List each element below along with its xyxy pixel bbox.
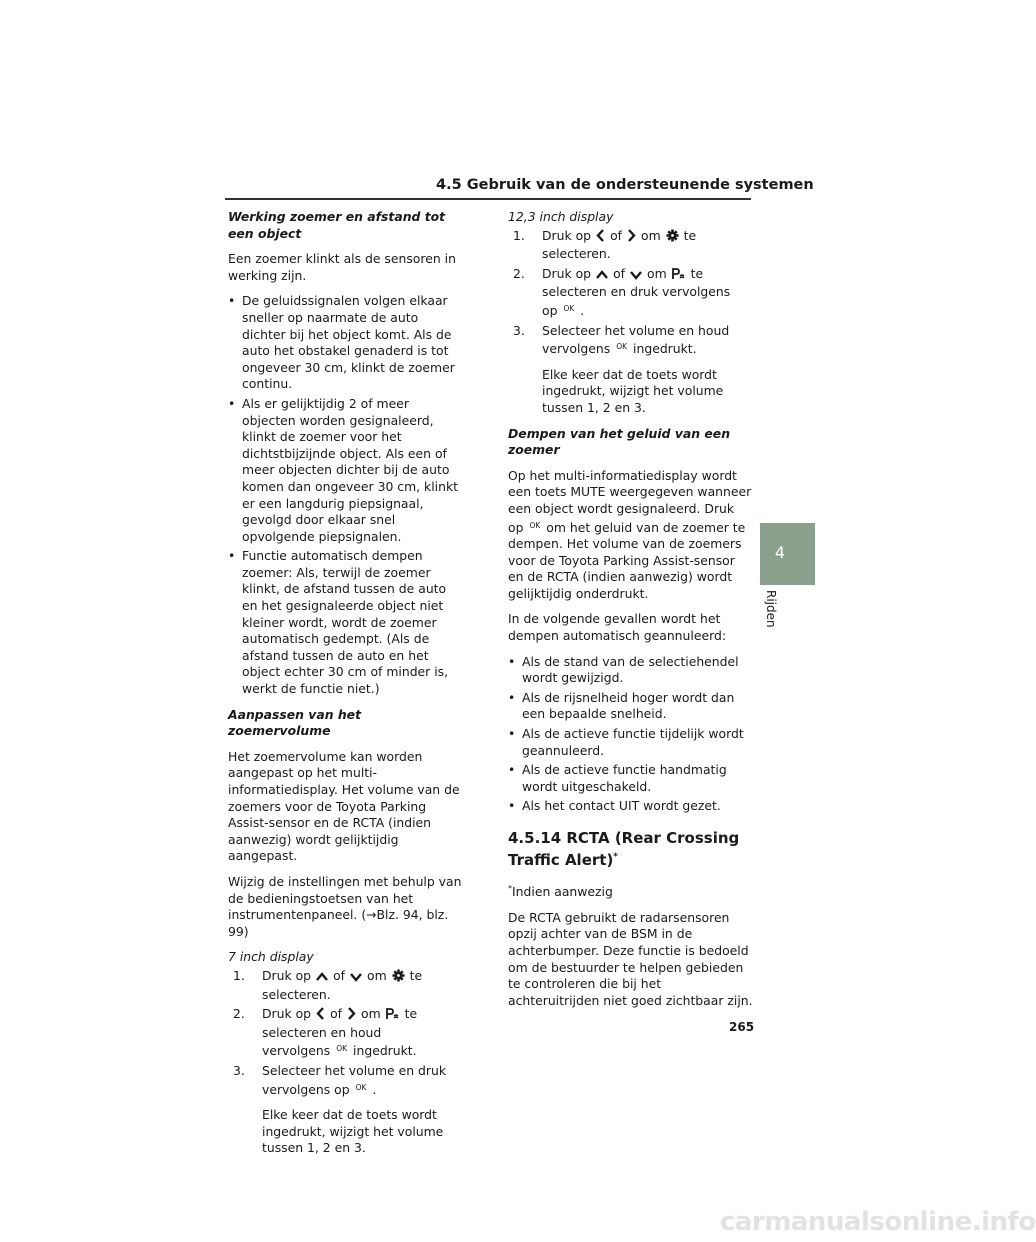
- bullet-glyph: •: [508, 726, 516, 742]
- step-text: om: [361, 1006, 381, 1022]
- bullet-list: [228, 293, 464, 697]
- list-item: [508, 654, 754, 687]
- chevron-left-icon: [596, 229, 605, 247]
- step-note: Elke keer dat de toets wordt ingedrukt, wijzigt het volume tussen 1, 2 en 3.: [262, 1107, 444, 1156]
- list-item-text: Als de actieve functie handmatig wordt uitgeschakeld.: [522, 762, 727, 794]
- heading-adjust-volume: Aanpassen van het zoemervolume: [228, 706, 362, 739]
- parking-sensor-icon: [672, 268, 686, 285]
- step-item: [508, 228, 754, 263]
- footnote: [508, 881, 754, 901]
- step-item: [508, 323, 754, 358]
- step-number: 1.: [233, 967, 245, 983]
- step-text: Druk op: [262, 967, 312, 983]
- step-text: om: [641, 227, 661, 243]
- step-item: [228, 968, 464, 1003]
- step-number: 3.: [513, 322, 525, 338]
- left-column: [228, 209, 464, 1166]
- bullet-glyph: •: [228, 395, 236, 411]
- paragraph: In de volgende gevallen wordt het dempen automatisch geannuleerd:: [508, 611, 726, 644]
- paragraph: De RCTA gebruikt de radarsensoren opzij achter van de BSM in de achterbumper. Deze functie is bedoeld om de bestuurder te helpen gebieden te controleren die bij het achteruitrijden niet goed zichtbaar zijn.: [508, 909, 753, 1008]
- bullet-glyph: •: [508, 653, 516, 669]
- step-text: ingedrukt.: [633, 341, 697, 357]
- chevron-up-icon: [316, 970, 328, 987]
- chevron-left-icon: [316, 1007, 325, 1025]
- steps-list: [508, 228, 754, 358]
- bullet-glyph: •: [508, 798, 516, 814]
- step-note: Elke keer dat de toets wordt ingedrukt, wijzigt het volume tussen 1, 2 en 3.: [542, 366, 724, 415]
- bullet-glyph: •: [228, 548, 236, 564]
- step-text: te selecteren.: [542, 227, 697, 262]
- chevron-up-icon: [596, 268, 608, 285]
- step-item: [508, 266, 754, 320]
- step-number: 1.: [513, 227, 525, 243]
- paragraph-text: Op het multi-informatiedisplay wordt een toets MUTE weergegeven wanneer een object wordt gesignaleerd. Druk op: [508, 467, 752, 535]
- list-item-text: Functie automatisch dempen zoemer: Als, terwijl de zoemer klinkt, de afstand tussen de auto en het gesignaleerde object niet kleiner wordt, wordt de zoemer automatisch gedempt. (Als de afstand tussen de auto en het object echter 30 cm of minder is, werkt de functie niet.): [242, 548, 449, 697]
- list-item-text: Als het contact UIT wordt gezet.: [522, 798, 721, 814]
- list-item: [508, 690, 754, 723]
- step-item: [228, 1006, 464, 1060]
- step-text: Selecteer het volume en druk vervolgens op: [262, 1062, 447, 1097]
- display-label: 12,3 inch display: [508, 209, 614, 224]
- step-text: te selecteren.: [262, 967, 423, 1002]
- list-item-text: Als de actieve functie tijdelijk wordt geannuleerd.: [522, 726, 744, 758]
- paragraph-text: om het geluid van de zoemer te dempen. Het volume van de zoemers voor de Toyota Parking Assist-sensor en de RCTA (indien aanwezig) wordt gelijktijdig onderdrukt.: [508, 519, 746, 601]
- footnote-text: Indien aanwezig: [512, 884, 613, 900]
- chevron-right-icon: [627, 229, 636, 247]
- bullet-glyph: •: [228, 293, 236, 309]
- chapter-label: Rijden: [764, 590, 778, 628]
- ok-icon: OK: [563, 303, 575, 313]
- footnote-mark: *: [508, 884, 512, 893]
- list-item-text: Als de stand van de selectiehendel wordt gewijzigd.: [522, 653, 739, 686]
- list-item: [228, 293, 464, 393]
- step-text: of: [613, 265, 626, 281]
- step-text: ingedrukt.: [353, 1043, 417, 1059]
- bullet-glyph: •: [508, 762, 516, 778]
- paragraph: Een zoemer klinkt als de sensoren in werking zijn.: [228, 251, 456, 283]
- parking-sensor-icon: [386, 1008, 400, 1025]
- chevron-down-icon: [630, 268, 642, 285]
- section-title-mark: *: [613, 852, 619, 862]
- bullet-list: [508, 654, 754, 815]
- list-item-text: Als er gelijktijdig 2 of meer objecten worden gesignaleerd, klinkt de zoemer voor het dichtstbijzijnde object. Als een of meer objecten dichter bij de auto komen dan ongeveer 30 cm, klinkt er een langdurig piepsignaal, gevolgd door elkaar snel opvolgende piepsignalen.: [242, 395, 458, 544]
- step-text: om: [647, 265, 667, 281]
- step-text: om: [367, 967, 387, 983]
- paragraph: [508, 468, 754, 603]
- display-label: 7 inch display: [228, 949, 314, 965]
- right-column: [508, 209, 754, 1018]
- ok-icon: OK: [336, 1044, 348, 1054]
- ok-icon: OK: [355, 1082, 367, 1092]
- list-item: [228, 548, 464, 697]
- steps-list: [228, 968, 464, 1098]
- chapter-tab: [760, 523, 815, 585]
- step-text: of: [330, 1006, 343, 1022]
- chapter-number: 4: [774, 543, 786, 562]
- list-item-text: Als de rijsnelheid hoger wordt dan een bepaalde snelheid.: [522, 689, 735, 722]
- header-divider: [225, 198, 751, 200]
- watermark: carmanualsonline.info: [720, 1207, 1036, 1237]
- paragraph: Het zoemervolume kan worden aangepast op het multi-informatiedisplay. Het volume van de zoemers voor de Toyota Parking Assist-sensor en de RCTA (indien aanwezig) wordt gelijktijdig aangepast.: [228, 748, 460, 864]
- step-text: .: [372, 1081, 377, 1097]
- ok-icon: OK: [529, 520, 541, 530]
- step-text: Druk op: [542, 265, 592, 281]
- page-number: 265: [729, 1020, 755, 1034]
- step-number: 3.: [233, 1062, 245, 1078]
- bullet-glyph: •: [508, 689, 516, 705]
- list-item: [508, 726, 754, 759]
- list-item-text: De geluidssignalen volgen elkaar sneller op naarmate de auto dichter bij het object komt. Als de auto het obstakel genaderd is tot ongeveer 30 cm, klinkt de zoemer continu.: [242, 293, 455, 392]
- step-text: Druk op: [262, 1006, 312, 1022]
- heading-buzzer-operation: Werking zoemer en afstand tot een object: [228, 209, 446, 241]
- step-text: .: [580, 302, 585, 318]
- list-item: [508, 762, 754, 795]
- step-text: of: [333, 967, 346, 983]
- section-title: [508, 829, 754, 870]
- step-text: te selecteren en houd vervolgens: [262, 1006, 418, 1059]
- section-title-text: 4.5.14 RCTA (Rear Crossing Traffic Alert): [508, 829, 740, 869]
- step-number: 2.: [233, 1006, 245, 1022]
- step-text: Selecteer het volume en houd vervolgens: [542, 322, 730, 357]
- step-text: te selecteren en druk vervolgens op: [542, 265, 731, 318]
- step-item: [228, 1063, 464, 1098]
- step-text: Druk op: [542, 227, 592, 243]
- gear-icon: [666, 229, 679, 247]
- chevron-down-icon: [350, 970, 362, 987]
- gear-icon: [392, 969, 405, 987]
- chevron-right-icon: [347, 1007, 356, 1025]
- step-text: of: [610, 227, 623, 243]
- step-number: 2.: [513, 265, 525, 281]
- list-item: [228, 396, 464, 545]
- heading-mute-buzzer: Dempen van het geluid van een zoemer: [508, 425, 731, 458]
- list-item: [508, 798, 754, 815]
- paragraph: Wijzig de instellingen met behulp van de bedieningstoetsen van het instrumentenpaneel. (→Blz. 94, blz. 99): [228, 873, 462, 939]
- ok-icon: OK: [616, 342, 628, 352]
- running-header: 4.5 Gebruik van de ondersteunende systemen: [436, 177, 814, 193]
